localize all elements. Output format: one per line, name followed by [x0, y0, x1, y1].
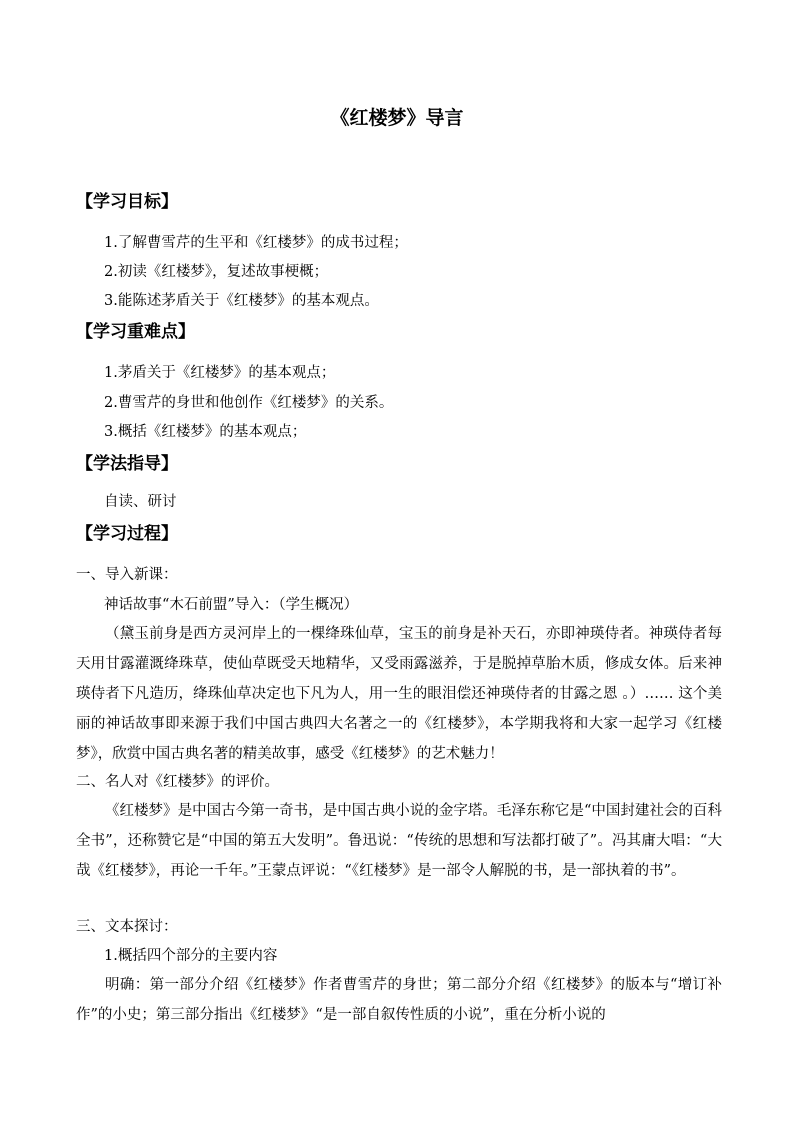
process-heading: 【学习过程】	[76, 524, 178, 544]
part1-heading: 一、导入新课：	[76, 567, 178, 583]
method-text: 自读、研讨	[104, 494, 177, 510]
key-point-item-2: 2.曹雪芹的身世和他创作《红楼梦》的关系。	[104, 395, 394, 411]
goal-item-1: 1.了解曹雪芹的生平和《红楼梦》的成书过程；	[104, 235, 408, 251]
part1-body: （黛玉前身是西方灵河岸上的一棵绛珠仙草，宝玉的前身是补天石，亦即神瑛侍者。神瑛侍者每天用甘露灌溉绛珠草，使仙草既受天地精华，又受雨露滋养，于是脱掉草胎木质，修成女体。后来神瑛侍者下凡造历，绛珠仙草决定也下凡为人，用一生的眼泪偿还神瑛侍者的甘露之恩 。）…… 这个美丽的神话故事即来源于我们中国古典四大名著之一的《红楼梦》，本学期我将和大家一起学习《红楼梦》，欣赏中国古典名著的精美故事，感受《红楼梦》的艺术魅力！	[76, 626, 722, 762]
part2-heading: 二、名人对《红楼梦》的评价。	[76, 774, 279, 790]
part1-intro: 神话故事“木石前盟”导入：（学生概况）	[104, 597, 359, 613]
part3-answer: 明确：第一部分介绍《红楼梦》作者曹雪芹的身世；第二部分介绍《红楼梦》的版本与“增订补作”的小史；第三部分指出《红楼梦》“是一部自叙传性质的小说”，重在分析小说的	[76, 977, 722, 1023]
key-points-heading: 【学习重难点】	[76, 322, 195, 342]
part2-body: 《红楼梦》是中国古今第一奇书，是中国古典小说的金字塔。毛泽东称它是“中国封建社会的百科全书”，还称赞它是“中国的第五大发明”。鲁迅说：“传统的思想和写法都打破了”。冯其庸大唱：“大哉《红楼梦》，再论一千年。”王蒙点评说：“《红楼梦》是一部令人解脱的书，是一部执着的书”。	[76, 803, 722, 879]
goal-item-3: 3.能陈述茅盾关于《红楼梦》的基本观点。	[104, 293, 379, 309]
key-point-item-3: 3.概括《红楼梦》的基本观点；	[104, 424, 307, 440]
goals-heading: 【学习目标】	[76, 192, 178, 212]
part3-heading: 三、文本探讨：	[76, 919, 178, 935]
key-point-item-1: 1.茅盾关于《红楼梦》的基本观点；	[104, 365, 336, 381]
part3-item-1: 1.概括四个部分的主要内容	[104, 948, 278, 964]
page-title: 《红楼梦》导言	[330, 107, 464, 129]
goal-item-2: 2.初读《红楼梦》，复述故事梗概；	[104, 264, 329, 280]
method-heading: 【学法指导】	[76, 454, 178, 474]
